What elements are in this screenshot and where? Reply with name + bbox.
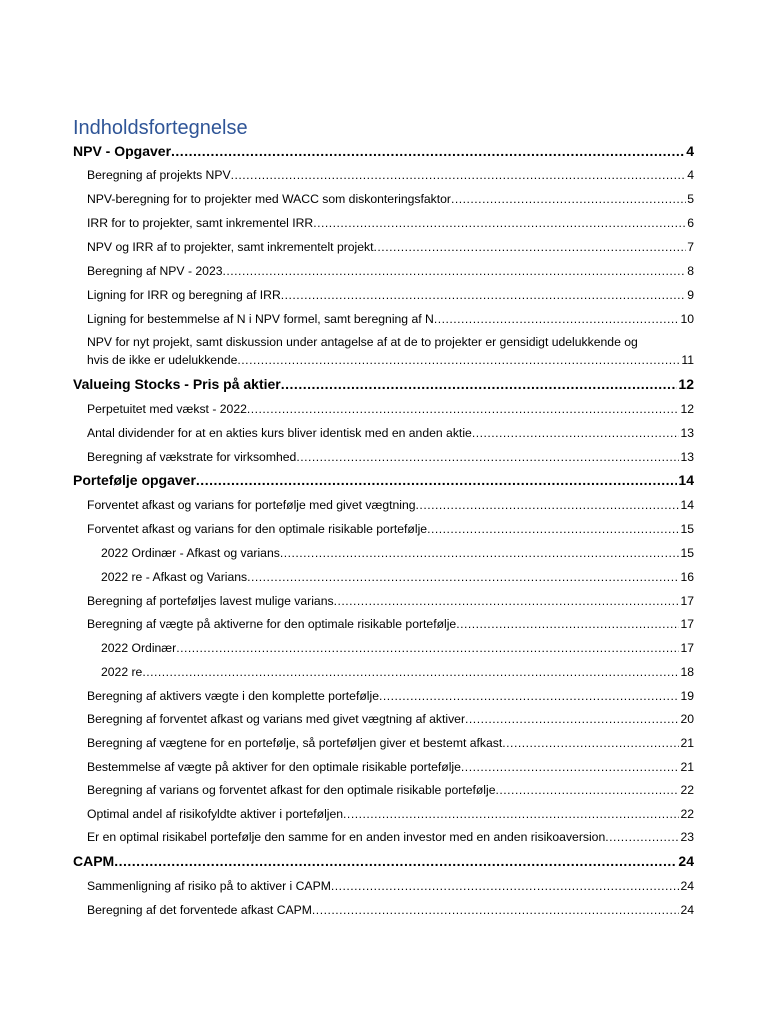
toc-entry-label: Forventet afkast og varians for den optimale risikable portefølje	[87, 522, 428, 536]
toc-entry-page: 17	[680, 594, 694, 608]
dot-leader	[312, 902, 680, 918]
toc-entry-label: IRR for to projekter, samt inkrementel IRR	[87, 216, 314, 230]
dot-leader	[171, 142, 685, 160]
dot-leader	[605, 829, 679, 845]
toc-entry[interactable]	[87, 191, 694, 207]
dot-leader	[451, 191, 686, 207]
toc-entry-page: 24	[678, 853, 694, 869]
dot-leader	[176, 640, 679, 656]
toc-entry-label: Optimal andel af risikofyldte aktiver i porteføljen	[87, 807, 344, 821]
toc-entry-page: 23	[680, 830, 694, 844]
toc-entry-label: Beregning af varians og forventet afkast for den optimale risikable portefølje	[87, 783, 496, 797]
dot-leader	[343, 806, 679, 822]
toc-entry-page: 15	[680, 522, 694, 536]
dot-leader	[502, 735, 679, 751]
toc-entry[interactable]	[87, 759, 694, 775]
toc-entry-valueing-stocks[interactable]	[73, 375, 694, 393]
toc-entry-page: 15	[680, 546, 694, 560]
dot-leader	[465, 711, 679, 727]
toc-entry[interactable]	[87, 263, 694, 279]
toc-entry-label: 2022 Ordinær	[101, 641, 177, 655]
dot-leader	[456, 616, 679, 632]
toc-entry[interactable]	[101, 545, 694, 561]
toc-entry-label: Perpetuitet med vækst - 2022	[87, 402, 247, 416]
toc-entry[interactable]	[101, 640, 694, 656]
dot-leader	[281, 375, 678, 393]
toc-entry[interactable]	[101, 569, 694, 585]
dot-leader	[416, 497, 680, 513]
toc-entry-label: Beregning af aktivers vægte i den komplette portefølje	[87, 689, 379, 703]
toc-entry-page: 16	[680, 570, 694, 584]
toc-entry-label: Beregning af det forventede afkast CAPM	[87, 903, 312, 917]
toc-entry-label: Valueing Stocks - Pris på aktier	[73, 376, 281, 392]
toc-entry-page: 13	[680, 426, 694, 440]
toc-entry-page: 22	[680, 807, 694, 821]
dot-leader	[313, 215, 686, 231]
toc-entry-wrapped[interactable]	[87, 333, 694, 369]
toc-entry-page: 4	[687, 168, 694, 182]
toc-entry-label: CAPM	[73, 853, 115, 869]
dot-leader	[247, 569, 679, 585]
dot-leader	[374, 239, 687, 255]
dot-leader	[142, 664, 679, 680]
toc-entry-page: 9	[687, 288, 694, 302]
toc-entry[interactable]	[87, 711, 694, 727]
toc-entry-page: 6	[687, 216, 694, 230]
toc-entry-label: Ligning for IRR og beregning af IRR	[87, 288, 281, 302]
toc-entry-label-line2: hvis de ikke er udelukkende	[87, 353, 238, 367]
toc-entry[interactable]	[87, 616, 694, 632]
toc-entry-page: 11	[681, 353, 694, 367]
dot-leader	[196, 471, 678, 489]
toc-entry[interactable]	[87, 593, 694, 609]
toc-entry[interactable]	[87, 497, 694, 513]
toc-entry-page: 14	[678, 472, 694, 488]
toc-entry-label: Ligning for bestemmelse af N i NPV formel, samt beregning af N	[87, 312, 434, 326]
toc-entry-page: 20	[680, 712, 694, 726]
toc-entry[interactable]	[87, 287, 694, 303]
toc-entry-portefolje-opgaver[interactable]	[73, 471, 694, 489]
toc-entry-page: 19	[680, 689, 694, 703]
toc-entry-label: Antal dividender for at en akties kurs bliver identisk med en anden aktie	[87, 426, 472, 440]
toc-entry-label-line1: NPV for nyt projekt, samt diskussion under antagelse af at de to projekter er gensidigt udelukkende og	[87, 335, 638, 349]
toc-entry-page: 7	[687, 240, 694, 254]
toc-entry-label: Portefølje opgaver	[73, 472, 196, 488]
toc-entry-page: 17	[680, 641, 694, 655]
dot-leader	[280, 545, 680, 561]
toc-entry-label: NPV-beregning for to projekter med WACC som diskonteringsfaktor	[87, 192, 451, 206]
toc-entry[interactable]	[87, 878, 694, 894]
toc-entry[interactable]	[87, 311, 694, 327]
toc-entry[interactable]	[87, 521, 694, 537]
toc-entry-page: 4	[686, 143, 694, 159]
toc-entry-page: 22	[680, 783, 694, 797]
toc-entry[interactable]	[87, 425, 694, 441]
dot-leader	[114, 852, 677, 870]
dot-leader	[231, 167, 687, 183]
toc-entry[interactable]	[101, 664, 694, 680]
toc-entry-page: 8	[687, 264, 694, 278]
toc-entry-page: 18	[680, 665, 694, 679]
toc-entry-label: NPV og IRR af to projekter, samt inkrementelt projekt	[87, 240, 374, 254]
toc-entry-page: 17	[680, 617, 694, 631]
toc-entry-label: Beregning af vægte på aktiverne for den optimale risikable portefølje	[87, 617, 457, 631]
toc-entry-label: 2022 re	[101, 665, 143, 679]
toc-entry[interactable]	[87, 735, 694, 751]
toc-entry-label: 2022 Ordinær - Afkast og varians	[101, 546, 280, 560]
toc-entry-label: 2022 re - Afkast og Varians	[101, 570, 248, 584]
toc-entry[interactable]	[87, 806, 694, 822]
dot-leader	[247, 401, 680, 417]
toc-entry[interactable]	[87, 167, 694, 183]
dot-leader	[237, 351, 681, 369]
toc-entry-page: 14	[680, 498, 694, 512]
toc-entry-npv-opgaver[interactable]	[73, 142, 694, 160]
dot-leader	[379, 688, 679, 704]
toc-entry-page: 13	[680, 450, 694, 464]
toc-entry-label: NPV - Opgaver	[73, 143, 172, 159]
dot-leader	[461, 759, 680, 775]
toc-entry-label: Sammenligning af risiko på to aktiver i CAPM	[87, 879, 331, 893]
toc-entry-page: 5	[687, 192, 694, 206]
toc-heading: Indholdsfortegnelse	[73, 117, 248, 139]
toc-entry-page: 24	[680, 879, 694, 893]
toc-entry-capm[interactable]	[73, 852, 694, 870]
toc-entry-label: Beregning af porteføljes lavest mulige varians	[87, 594, 334, 608]
toc-entry[interactable]	[87, 239, 694, 255]
toc-entry-label: Er en optimal risikabel portefølje den samme for en anden investor med en anden risikoaversion	[87, 830, 606, 844]
toc-entry-label: Forventet afkast og varians for portefølje med givet vægtning	[87, 498, 416, 512]
toc-entry-page: 21	[680, 760, 694, 774]
toc-entry-label: Beregning af forventet afkast og varians med givet vægtning af aktiver	[87, 712, 466, 726]
toc-entry-page: 10	[680, 312, 694, 326]
toc-entry[interactable]	[87, 902, 694, 918]
dot-leader	[496, 782, 680, 798]
toc-entry-label: Beregning af vægtene for en portefølje, så porteføljen giver et bestemt afkast	[87, 736, 503, 750]
toc-entry-label: Beregning af projekts NPV	[87, 168, 231, 182]
toc-entry[interactable]	[87, 688, 694, 704]
toc-entry-label: Beregning af vækstrate for virksomhed	[87, 450, 297, 464]
dot-leader	[296, 449, 679, 465]
toc-entry[interactable]	[87, 782, 694, 798]
toc-entry-page: 12	[678, 376, 694, 392]
toc-entry[interactable]	[87, 401, 694, 417]
toc-entry-label: Bestemmelse af vægte på aktiver for den optimale risikable portefølje	[87, 760, 461, 774]
dot-leader	[334, 593, 680, 609]
dot-leader	[331, 878, 680, 894]
dot-leader	[223, 263, 687, 279]
toc-entry-page: 24	[680, 903, 694, 917]
dot-leader	[427, 521, 679, 537]
dot-leader	[281, 287, 686, 303]
toc-entry-page: 21	[680, 736, 694, 750]
toc-entry-label: Beregning af NPV - 2023	[87, 264, 223, 278]
toc-entry-page: 12	[680, 402, 694, 416]
dot-leader	[472, 425, 680, 441]
toc-entry[interactable]	[87, 449, 694, 465]
dot-leader	[434, 311, 680, 327]
toc-entry[interactable]	[87, 829, 694, 845]
toc-entry[interactable]	[87, 215, 694, 231]
